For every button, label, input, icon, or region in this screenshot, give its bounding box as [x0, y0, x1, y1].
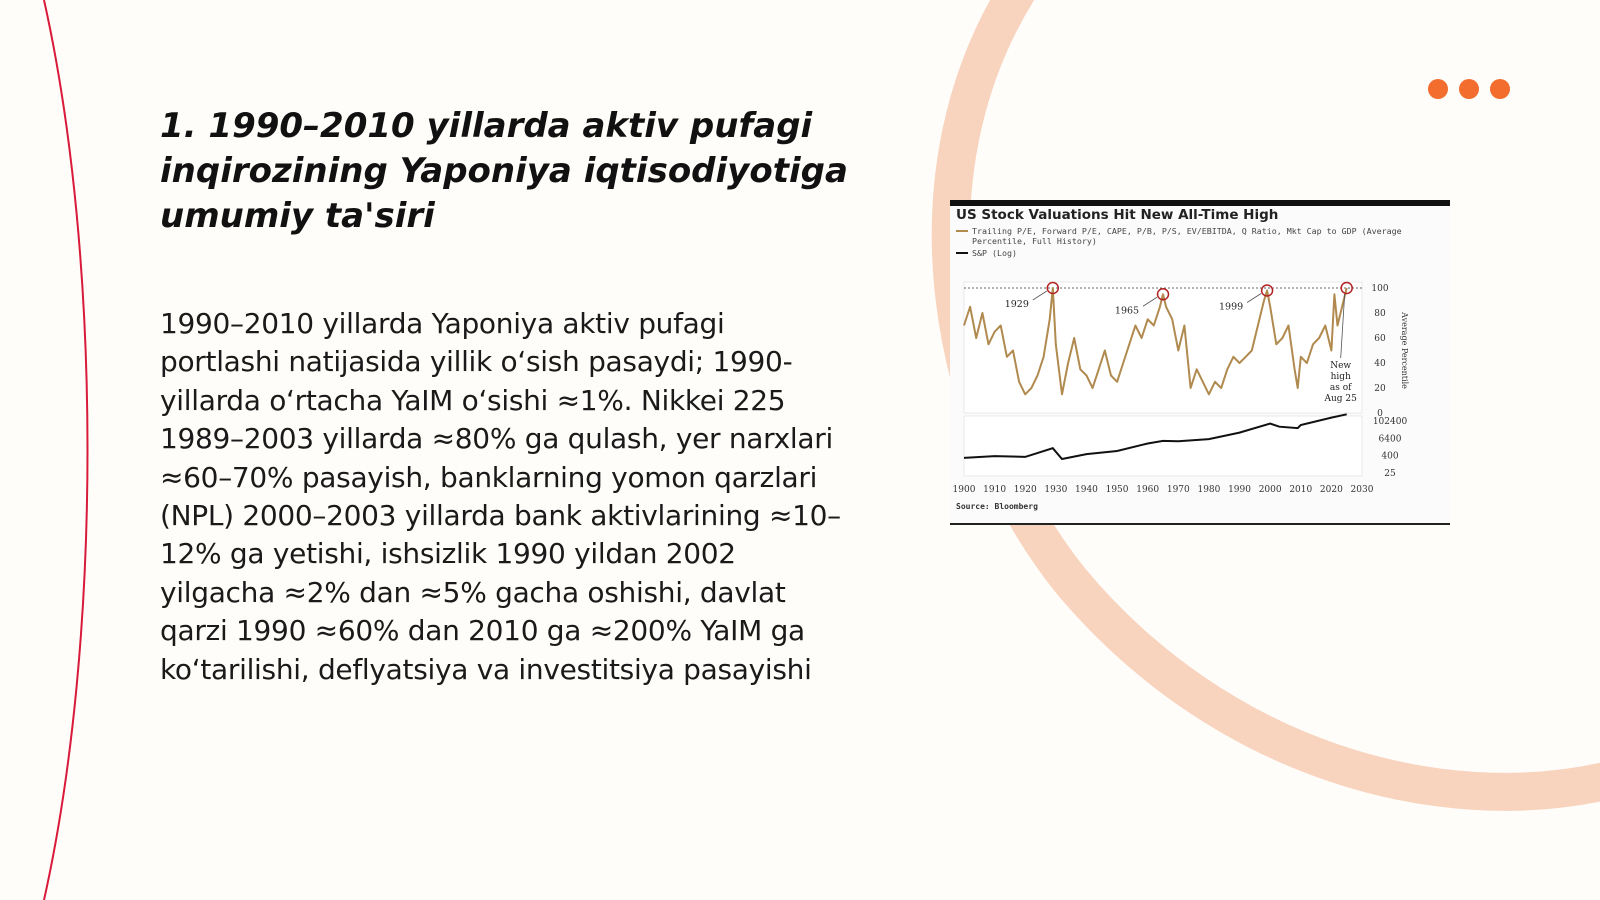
slide-title: 1. 1990–2010 yillarda aktiv pufagi inqirozining Yaponiya iqtisodiyotiga umumiy ta'siri	[160, 106, 848, 236]
chart-plot	[950, 206, 1450, 531]
x-tick-label: 2000	[1258, 485, 1282, 495]
bottom-y-tick-label: 6400	[1378, 434, 1402, 445]
bottom-y-tick-label: 25	[1384, 469, 1396, 479]
dot-icon	[1459, 79, 1479, 99]
annotation-label: 1965	[1114, 305, 1140, 317]
x-tick-label: 1910	[983, 485, 1007, 495]
chart-image	[950, 200, 1450, 525]
annotation-label: 1999	[1218, 301, 1244, 313]
chart-source: Source: Bloomberg	[956, 502, 1038, 511]
x-tick-label: 2030	[1350, 485, 1374, 495]
x-tick-label: 1950	[1105, 485, 1129, 495]
annotation-label: New high as of Aug 25	[1324, 361, 1357, 404]
top-y-tick-label: 100	[1371, 284, 1389, 294]
top-y-axis-label: Average Percentile	[1400, 312, 1409, 389]
annotation-label: 1929	[1004, 299, 1029, 310]
top-y-tick-label: 40	[1374, 359, 1386, 369]
top-y-tick-label: 20	[1374, 384, 1386, 394]
top-y-tick-label: 80	[1374, 309, 1386, 319]
dot-icon	[1428, 79, 1448, 99]
x-tick-label: 1920	[1013, 485, 1037, 495]
top-y-tick-label: 60	[1374, 334, 1386, 344]
x-tick-label: 1990	[1228, 485, 1251, 495]
slide-body-text: 1990–2010 yillarda Yaponiya aktiv pufagi portlashi natijasida yillik oʻsish pasaydi; 1990-yillarda oʻrtacha YaIM oʻsishi ≈1%. Nikkei 225 1989–2003 yillarda ≈80% ga qulash, yer narxlari ≈60–70% pasayish, banklarning yomon qarzlari (NPL) 2000–2003 yillarda bank aktivlarining ≈10–12% ga yetishi, ishsizlik 1990 yildan 2002 yilgacha ≈2% dan ≈5% gacha oshishi, davlat qarzi 1990 ≈60% dan 2010 ga ≈200% YaIM ga koʻtarilishi, deflyatsiya va investitsiya pasayishi	[160, 307, 841, 686]
bottom-y-tick-label: 102400	[1372, 417, 1408, 427]
more-options-dots[interactable]	[1428, 79, 1510, 99]
top-y-tick-label: 0	[1377, 409, 1383, 419]
dot-icon	[1490, 79, 1510, 99]
x-tick-label: 1900	[952, 485, 976, 495]
chart-title: US Stock Valuations Hit New All-Time High	[956, 207, 1279, 223]
legend-label: Trailing P/E, Forward P/E, CAPE, P/B, P/S, EV/EBITDA, Q Ratio, Mkt Cap to GDP (Average Percentile, Full History)	[972, 226, 1402, 246]
x-tick-label: 1960	[1136, 485, 1160, 495]
bottom-y-tick-label: 400	[1381, 451, 1399, 462]
x-tick-label: 1980	[1197, 485, 1221, 495]
legend-label: S&P (Log)	[972, 248, 1017, 258]
x-tick-label: 1930	[1044, 485, 1068, 495]
x-tick-label: 1970	[1166, 485, 1190, 495]
x-tick-label: 2010	[1289, 485, 1313, 495]
left-curve-line	[44, 0, 88, 900]
x-tick-label: 2020	[1319, 485, 1343, 495]
x-tick-label: 1940	[1075, 485, 1098, 495]
